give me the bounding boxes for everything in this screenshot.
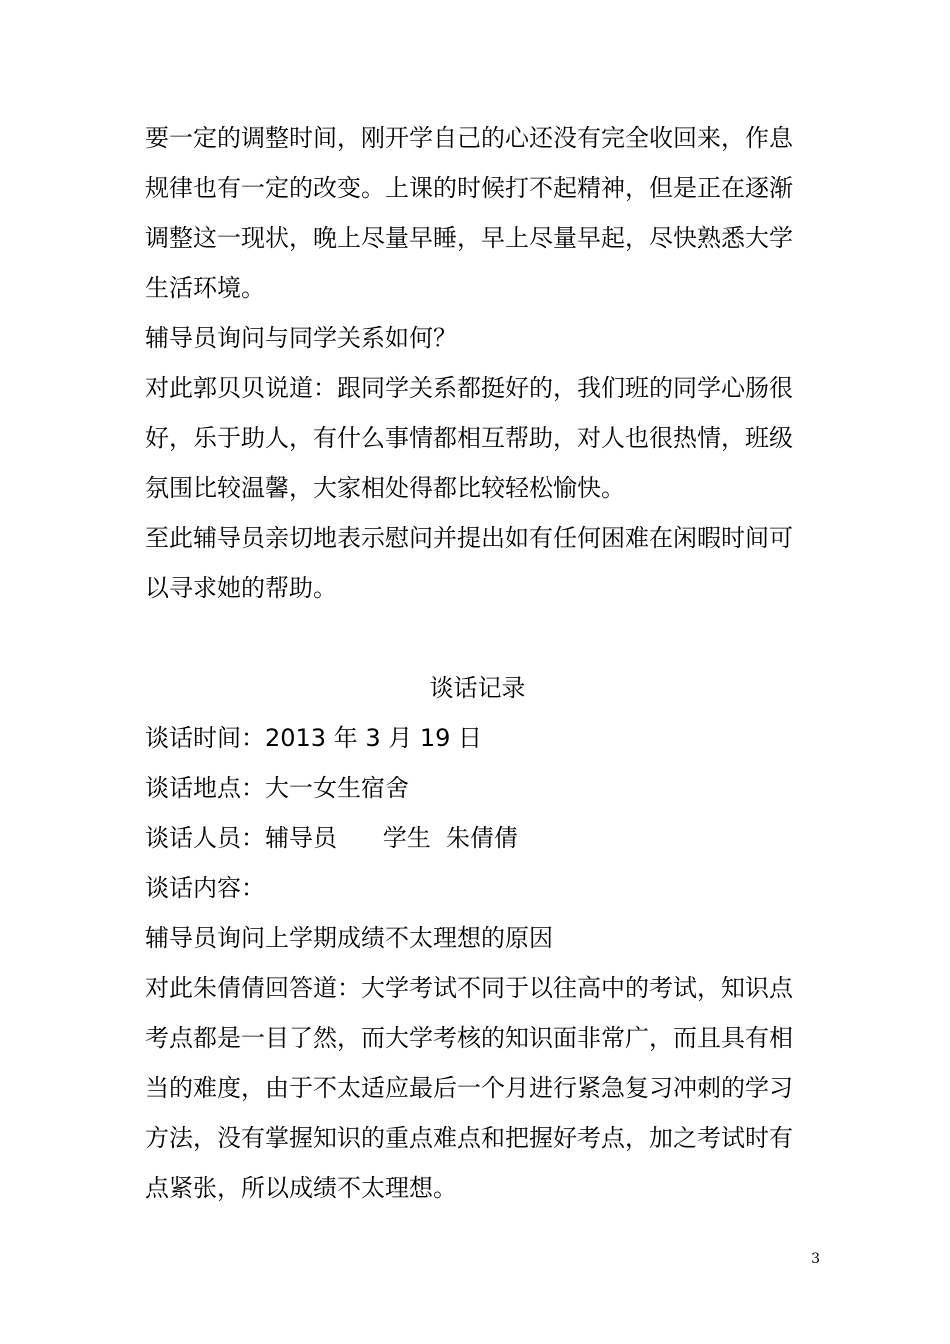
section-spacer — [145, 613, 810, 663]
paragraph-conclusion: 至此辅导员亲切地表示慰问并提出如有任何困难在闲暇时间可以寻求她的帮助。 — [145, 524, 793, 602]
paragraph-adjustment: 要一定的调整时间，刚开学自己的心还没有完全收回来，作息规律也有一定的改变。上课的时候打不起精神，但是正在逐渐调整这一现状，晚上尽量早睡，早上尽量早起，尽快熟悉大学生活环境。 — [145, 124, 793, 302]
record-place: 谈话地点：大一女生宿舍 — [145, 774, 409, 802]
document-body — [145, 113, 810, 1213]
record-question: 辅导员询问上学期成绩不太理想的原因 — [145, 924, 553, 952]
record-content-label: 谈话内容： — [145, 874, 265, 902]
page-number: 3 — [811, 1251, 820, 1267]
paragraph-question-classmates: 辅导员询问与同学关系如何？ — [145, 324, 457, 352]
record-people: 谈话人员：辅导员 学生 朱倩倩 — [145, 824, 519, 852]
record-time: 谈话时间：2013 年 3 月 19 日 — [145, 724, 483, 752]
record-title: 谈话记录 — [429, 674, 526, 702]
record-answer: 对此朱倩倩回答道：大学考试不同于以往高中的考试，知识点考点都是一目了然，而大学考核的知识面非常广，而且具有相当的难度，由于不太适应最后一个月进行紧急复习冲刺的学习方法，没有掌握知识的重点难点和把握好考点，加之考试时有点紧张，所以成绩不太理想。 — [145, 974, 793, 1202]
paragraph-answer-classmates: 对此郭贝贝说道：跟同学关系都挺好的，我们班的同学心肠很好，乐于助人，有什么事情都相互帮助，对人也很热情，班级氛围比较温馨，大家相处得都比较轻松愉快。 — [145, 374, 793, 502]
